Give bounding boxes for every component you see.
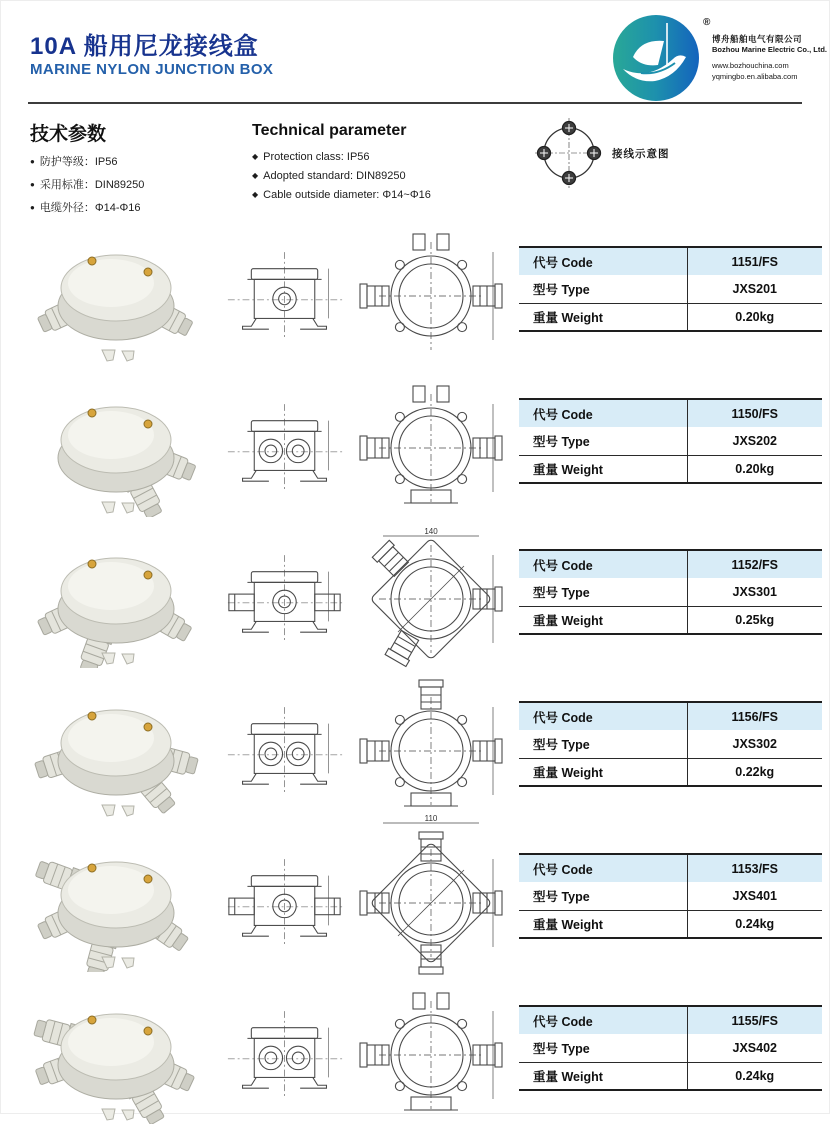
product-photo [24, 685, 209, 820]
tech-item: ◆ Protection class: IP56 [252, 151, 370, 163]
weight-label: 重量 Weight [519, 455, 687, 483]
weight-value: 0.20kg [687, 455, 822, 483]
product-row [0, 683, 830, 833]
spec-table [519, 549, 822, 635]
company-url-2: yqmingbo.en.alibaba.com [712, 72, 798, 82]
front-view-drawing [352, 224, 510, 374]
tech-heading-chinese: 技术参数 [30, 124, 107, 145]
product-photo [24, 230, 209, 365]
code-value: 1152/FS [687, 550, 822, 578]
type-label: 型号 Type [533, 737, 590, 752]
side-view-drawing [224, 248, 346, 343]
code-value: 1156/FS [687, 702, 822, 730]
code-value: 1150/FS [687, 399, 822, 427]
code-value: 1151/FS [687, 247, 822, 275]
spec-table [519, 1005, 822, 1091]
company-url-1: www.bozhouchina.com [712, 61, 789, 71]
tech-item: ◆ Cable outside diameter: Φ14~Φ16 [252, 189, 431, 201]
company-name-english: Bozhou Marine Electric Co., Ltd. [712, 45, 828, 55]
type-value: JXS401 [687, 882, 822, 910]
weight-label: 重量 Weight [519, 758, 687, 786]
type-value: JXS201 [687, 275, 822, 303]
product-row [0, 228, 830, 378]
type-label: 型号 Type [533, 585, 590, 600]
code-value: 1153/FS [687, 854, 822, 882]
wiring-schematic-icon [534, 116, 604, 192]
weight-label: 重量 Weight [519, 910, 687, 938]
code-label: 代号 Code [519, 1006, 687, 1034]
svg-text:110: 110 [424, 814, 438, 823]
code-value: 1155/FS [687, 1006, 822, 1034]
weight-value: 0.25kg [687, 606, 822, 634]
tech-list-english [252, 151, 431, 208]
weight-value: 0.24kg [687, 1062, 822, 1090]
company-name-chinese: 博舟船舶电气有限公司 [712, 34, 803, 44]
side-view-drawing [224, 855, 346, 950]
weight-value: 0.24kg [687, 910, 822, 938]
header-divider [28, 102, 802, 104]
product-photo [24, 989, 209, 1124]
code-label: 代号 Code [519, 399, 687, 427]
weight-label: 重量 Weight [519, 606, 687, 634]
side-view-drawing [224, 1007, 346, 1102]
code-label: 代号 Code [519, 550, 687, 578]
type-label: 型号 Type [533, 282, 590, 297]
spec-table [519, 701, 822, 787]
side-view-drawing [224, 551, 346, 646]
wiring-schematic-label: 接线示意图 [612, 148, 670, 160]
weight-value: 0.20kg [687, 303, 822, 331]
code-label: 代号 Code [519, 854, 687, 882]
front-view-drawing [352, 376, 510, 526]
page-title-english: MARINE NYLON JUNCTION BOX [30, 61, 274, 78]
type-value: JXS301 [687, 578, 822, 606]
weight-value: 0.22kg [687, 758, 822, 786]
spec-table [519, 398, 822, 484]
side-view-drawing [224, 703, 346, 798]
code-label: 代号 Code [519, 247, 687, 275]
product-row [0, 380, 830, 530]
product-row [0, 835, 830, 985]
page-title-chinese: 10A 船用尼龙接线盒 [30, 33, 259, 60]
front-view-drawing [352, 983, 510, 1133]
tech-item: ◆ Adopted standard: DIN89250 [252, 170, 406, 182]
spec-table [519, 246, 822, 332]
side-view-drawing [224, 400, 346, 495]
weight-label: 重量 Weight [519, 1062, 687, 1090]
tech-heading-english: Technical parameter [252, 122, 407, 139]
tech-list-chinese [30, 153, 144, 222]
type-value: JXS202 [687, 427, 822, 455]
product-photo [24, 837, 209, 972]
type-label: 型号 Type [533, 889, 590, 904]
front-view-drawing [352, 679, 510, 829]
company-logo-icon [611, 13, 701, 103]
front-view-drawing [352, 831, 510, 981]
product-photo [24, 382, 209, 517]
spec-table [519, 853, 822, 939]
weight-label: 重量 Weight [519, 303, 687, 331]
tech-item: ● 采用标准：DIN89250 [30, 179, 145, 191]
company-info-block [712, 33, 827, 83]
code-label: 代号 Code [519, 702, 687, 730]
type-label: 型号 Type [533, 434, 590, 449]
type-label: 型号 Type [533, 1041, 590, 1056]
tech-item: ● 电缆外径：Φ14-Φ16 [30, 202, 141, 214]
product-photo [24, 533, 209, 668]
registered-trademark: ® [703, 17, 711, 28]
svg-text:140: 140 [424, 527, 438, 536]
product-row [0, 527, 830, 681]
type-value: JXS302 [687, 730, 822, 758]
type-value: JXS402 [687, 1034, 822, 1062]
product-row [0, 987, 830, 1137]
tech-item: ● 防护等级：IP56 [30, 156, 118, 168]
front-view-drawing [352, 527, 510, 677]
